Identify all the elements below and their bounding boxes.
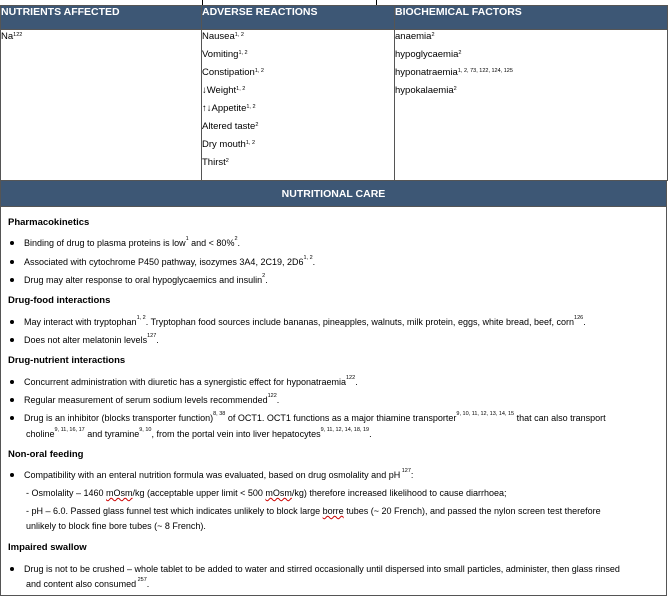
biochem-item: hypokalaemia$^2$ xyxy=(395,85,457,96)
bullet-item: Binding of drug to plasma proteins is low$^1$ and < 80%$^2$. xyxy=(10,238,240,248)
section-title-drug-nutrient: Drug-nutrient interactions xyxy=(8,355,126,366)
bullet-continuation: choline$^{9, 11, 16, 17}$ and tyramine$^{9, 10}$, from the portal vein into liver hepatocytes$^{9, 11, 12, 14, 18, 19}$. xyxy=(26,427,372,439)
bullet-icon xyxy=(10,473,14,477)
bullet-icon xyxy=(10,416,14,420)
bullet-item: May interact with tryptophan$^{1, 2}$. Tryptophan food sources include bananas, pineapples, walnuts, milk protein, eggs, white bread, beef, corn$^{126}$. xyxy=(10,317,586,327)
bullet-icon xyxy=(10,278,14,282)
section-title-drug-food: Drug-food interactions xyxy=(8,295,111,306)
section-title-non-oral-feeding: Non-oral feeding xyxy=(8,449,84,460)
bullet-item: Does not alter melatonin levels$^{127}$. xyxy=(10,335,159,345)
nutrient-item: Na$^{122}$ xyxy=(1,31,23,42)
osmolality-line: - Osmolality – 1460 mOsm/kg (acceptable upper limit < 500 mOsm/kg) therefore increased likelihood to cause diarrhoea; xyxy=(26,488,507,498)
nutrient-table xyxy=(0,5,668,181)
header-biochemical-factors: BIOCHEMICAL FACTORS xyxy=(395,6,668,30)
nutritional-care-body xyxy=(0,207,667,596)
adverse-item: Dry mouth$^{1, 2}$ xyxy=(202,139,256,150)
bullet-icon xyxy=(10,567,14,571)
adverse-item: Constipation$^{1, 2}$ xyxy=(202,67,264,78)
bullet-icon xyxy=(10,260,14,264)
ph-line-continuation: unlikely to block fine bore tubes (~ 8 French). xyxy=(26,521,206,531)
biochem-cell xyxy=(395,30,668,181)
bullet-icon xyxy=(10,338,14,342)
biochem-item: hypoglycaemia$^2$ xyxy=(395,49,462,60)
bullet-icon xyxy=(10,320,14,324)
adverse-item: Vomiting$^{1, 2}$ xyxy=(202,49,248,60)
header-adverse-reactions: ADVERSE REACTIONS xyxy=(202,6,395,30)
bullet-icon xyxy=(10,398,14,402)
bullet-item: Drug is not to be crushed – whole tablet to be added to water and stirred occasionally until dispersed into small particles, administer, then glass rinsed xyxy=(10,564,620,574)
adverse-item: Thirst$^2$ xyxy=(202,157,229,168)
biochem-item: anaemia$^2$ xyxy=(395,31,435,42)
bullet-item: Associated with cytochrome P450 pathway, isozymes 3A4, 2C19, 2D6$^{1, 2}$. xyxy=(10,257,315,267)
nutrients-cell xyxy=(1,30,202,181)
nutritional-care-header: NUTRITIONAL CARE xyxy=(0,180,667,207)
bullet-item: Compatibility with an enteral nutrition formula was evaluated, based on drug osmolality and pH $^{127}$: xyxy=(10,470,413,480)
adverse-cell xyxy=(202,30,395,181)
bullet-icon xyxy=(10,380,14,384)
bullet-item: Drug may alter response to oral hypoglycaemics and insulin$^2$. xyxy=(10,275,268,285)
adverse-item: ↓Weight$^{1, 2}$ xyxy=(202,85,246,96)
section-title-pharmacokinetics: Pharmacokinetics xyxy=(8,217,90,228)
bullet-item: Drug is an inhibitor (blocks transporter function)$^{8, 38}$ of OCT1. OCT1 functions as a major thiamine transporter$^{9, 10, 11, 12, 13, 14, 15}$ that can also transport xyxy=(10,413,606,423)
header-nutrients-affected: NUTRIENTS AFFECTED xyxy=(1,6,202,30)
ph-line: - pH – 6.0. Passed glass funnel test which indicates unlikely to block large borre tubes (~ 20 French), and passed the nylon screen test therefore xyxy=(26,506,601,516)
biochem-item: hyponatraemia$^{1, 2, 73, 122, 124, 125}$ xyxy=(395,67,513,78)
bullet-icon xyxy=(10,241,14,245)
bullet-continuation: and content also consumed $^{257}$. xyxy=(26,577,150,589)
bullet-item: Regular measurement of serum sodium levels recommended$^{122}$. xyxy=(10,395,279,405)
section-title-impaired-swallow: Impaired swallow xyxy=(8,542,87,553)
adverse-item: Nausea$^{1, 2}$ xyxy=(202,31,244,42)
adverse-item: Altered taste$^2$ xyxy=(202,121,259,132)
adverse-item: ↑↓Appetite$^{1, 2}$ xyxy=(202,103,256,114)
bullet-item: Concurrent administration with diuretic has a synergistic effect for hyponatraemia$^{122}$. xyxy=(10,377,358,387)
